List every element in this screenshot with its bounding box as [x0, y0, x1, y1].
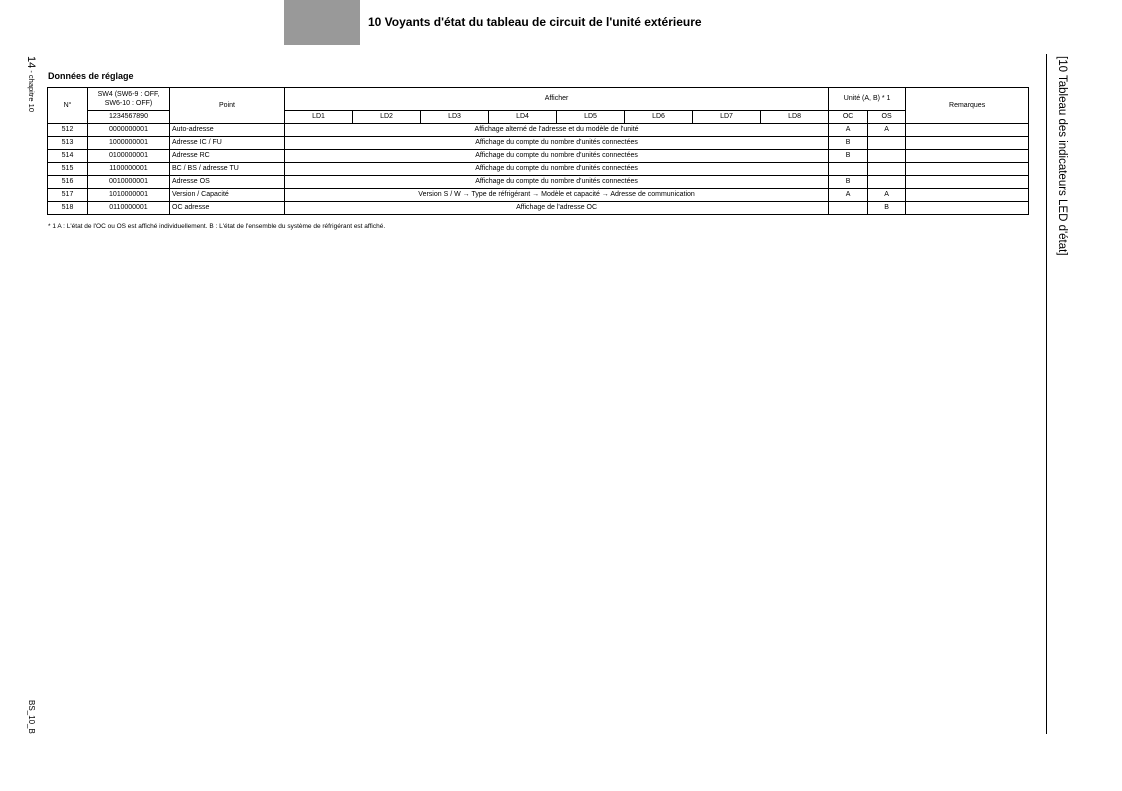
row-number: 518	[48, 202, 88, 215]
row-point: Adresse RC	[170, 150, 285, 163]
table-row	[48, 163, 1029, 176]
row-switch-setting: 0010000001	[88, 176, 170, 189]
row-remarks	[906, 163, 1029, 176]
row-os	[868, 137, 906, 150]
page-title: 10 Voyants d'état du tableau de circuit de l'unité extérieure	[368, 15, 702, 29]
row-point: Adresse OS	[170, 176, 285, 189]
header-ld8: LD8	[761, 111, 829, 124]
row-display: Affichage du compte du nombre d'unités connectées	[285, 150, 829, 163]
row-switch-setting: 0110000001	[88, 202, 170, 215]
row-point: OC adresse	[170, 202, 285, 215]
row-remarks	[906, 202, 1029, 215]
row-switch-setting: 1000000001	[88, 137, 170, 150]
row-point: Auto-adresse	[170, 124, 285, 137]
row-oc: B	[829, 137, 868, 150]
header-no: N°	[48, 88, 88, 124]
row-display: Affichage du compte du nombre d'unités connectées	[285, 137, 829, 150]
row-point: Version / Capacité	[170, 189, 285, 202]
row-remarks	[906, 176, 1029, 189]
row-display: Affichage du compte du nombre d'unités connectées	[285, 163, 829, 176]
table-row	[48, 124, 1029, 137]
table-row	[48, 189, 1029, 202]
header-ld4: LD4	[489, 111, 557, 124]
header-ld1: LD1	[285, 111, 353, 124]
row-point: Adresse IC / FU	[170, 137, 285, 150]
row-number: 517	[48, 189, 88, 202]
header-ld6: LD6	[625, 111, 693, 124]
document-code: BS_10_B	[27, 700, 36, 734]
row-os: A	[868, 189, 906, 202]
right-divider	[1046, 54, 1047, 734]
row-remarks	[906, 189, 1029, 202]
table-row	[48, 150, 1029, 163]
row-os: B	[868, 202, 906, 215]
row-oc: B	[829, 176, 868, 189]
row-switch-setting: 0000000001	[88, 124, 170, 137]
header-remarques: Remarques	[906, 88, 1029, 124]
header-os: OS	[868, 111, 906, 124]
row-display: Affichage du compte du nombre d'unités connectées	[285, 176, 829, 189]
row-os	[868, 150, 906, 163]
table-row	[48, 176, 1029, 189]
row-os	[868, 176, 906, 189]
footnote: * 1 A : L'état de l'OC ou OS est affiché individuellement. B : L'état de l'ensemble du système de réfrigérant est affiché.	[48, 223, 386, 230]
row-oc: B	[829, 150, 868, 163]
settings-table	[47, 87, 1029, 215]
page-number-chapter	[24, 56, 38, 112]
row-display: Version S / W → Type de réfrigérant → Modèle et capacité → Adresse de communication	[285, 189, 829, 202]
row-remarks	[906, 137, 1029, 150]
header-ld2: LD2	[353, 111, 421, 124]
section-title: Données de réglage	[48, 71, 134, 81]
row-display: Affichage de l'adresse OC	[285, 202, 829, 215]
row-switch-setting: 1010000001	[88, 189, 170, 202]
header-ld3: LD3	[421, 111, 489, 124]
row-point: BC / BS / adresse TU	[170, 163, 285, 176]
row-oc: A	[829, 189, 868, 202]
row-display: Affichage alterné de l'adresse et du modèle de l'unité	[285, 124, 829, 137]
row-number: 514	[48, 150, 88, 163]
header-unite: Unité (A, B) * 1	[829, 88, 906, 111]
header-oc: OC	[829, 111, 868, 124]
table-row	[48, 137, 1029, 150]
row-remarks	[906, 150, 1029, 163]
row-os	[868, 163, 906, 176]
row-oc	[829, 202, 868, 215]
row-os: A	[868, 124, 906, 137]
row-oc	[829, 163, 868, 176]
row-number: 512	[48, 124, 88, 137]
header-sw4-bits: 1234567890	[88, 111, 170, 124]
header-point: Point	[170, 88, 285, 124]
row-number: 516	[48, 176, 88, 189]
row-remarks	[906, 124, 1029, 137]
chapter-label: - chapitre 10	[27, 68, 36, 113]
table-header-row	[48, 88, 1029, 111]
page-number: 14	[25, 56, 37, 69]
table-row	[48, 202, 1029, 215]
header-tab-block	[284, 0, 360, 45]
chapter-side-label: [10 Tableau des indicateurs LED d'état]	[1056, 56, 1068, 256]
row-number: 513	[48, 137, 88, 150]
header-ld5: LD5	[557, 111, 625, 124]
header-afficher: Afficher	[285, 88, 829, 111]
row-oc: A	[829, 124, 868, 137]
row-number: 515	[48, 163, 88, 176]
header-sw4: SW4 (SW6-9 : OFF, SW6-10 : OFF)	[88, 88, 170, 111]
row-switch-setting: 0100000001	[88, 150, 170, 163]
row-switch-setting: 1100000001	[88, 163, 170, 176]
header-ld7: LD7	[693, 111, 761, 124]
